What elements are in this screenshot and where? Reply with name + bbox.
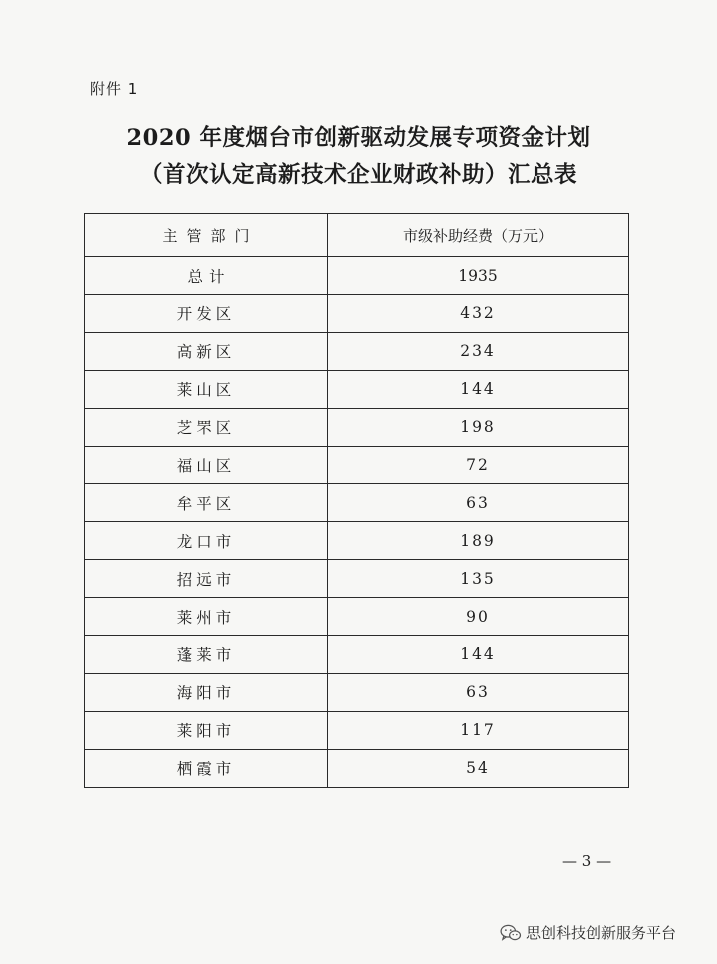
table-row [85, 711, 629, 749]
total-row [85, 257, 629, 295]
region-name: 高新区 [85, 332, 328, 370]
subsidy-amount: 54 [328, 749, 629, 787]
region-name: 海阳市 [85, 673, 328, 711]
page-number: — 3 — [562, 852, 612, 870]
table-row [85, 408, 629, 446]
table-row [85, 522, 629, 560]
subsidy-amount: 234 [328, 332, 629, 370]
watermark [500, 922, 676, 943]
subsidy-amount: 117 [328, 711, 629, 749]
table-row [85, 636, 629, 674]
document-title-line-1: 2020 年度烟台市创新驱动发展专项资金计划 [126, 125, 591, 151]
region-name: 栖霞市 [85, 749, 328, 787]
region-name: 芝罘区 [85, 408, 328, 446]
table-row [85, 560, 629, 598]
region-name: 莱阳市 [85, 711, 328, 749]
region-name: 龙口市 [85, 522, 328, 560]
table-row [85, 598, 629, 636]
table-row [85, 446, 629, 484]
wechat-icon [500, 924, 522, 942]
subsidy-amount: 135 [328, 560, 629, 598]
region-name: 莱山区 [85, 370, 328, 408]
attachment-label: 附件 1 [90, 80, 139, 98]
table-row [85, 370, 629, 408]
subsidy-amount: 198 [328, 408, 629, 446]
summary-table [84, 213, 629, 788]
subsidy-amount: 144 [328, 636, 629, 674]
table-header-row [85, 214, 629, 257]
table-row [85, 673, 629, 711]
total-value: 1935 [328, 257, 629, 295]
subsidy-amount: 63 [328, 484, 629, 522]
region-name: 开发区 [85, 295, 328, 333]
region-name: 招远市 [85, 560, 328, 598]
total-label: 总计 [85, 257, 328, 295]
header-subsidy: 市级补助经费（万元） [328, 214, 629, 257]
header-department: 主管部门 [85, 214, 328, 257]
subsidy-amount: 189 [328, 522, 629, 560]
table-row [85, 295, 629, 333]
subsidy-amount: 144 [328, 370, 629, 408]
subsidy-amount: 63 [328, 673, 629, 711]
table-row [85, 332, 629, 370]
subsidy-amount: 432 [328, 295, 629, 333]
region-name: 莱州市 [85, 598, 328, 636]
document-title-line-2: （首次认定高新技术企业财政补助）汇总表 [139, 162, 577, 188]
region-name: 牟平区 [85, 484, 328, 522]
table-row [85, 484, 629, 522]
subsidy-amount: 72 [328, 446, 629, 484]
region-name: 福山区 [85, 446, 328, 484]
table-row [85, 749, 629, 787]
subsidy-amount: 90 [328, 598, 629, 636]
watermark-text: 思创科技创新服务平台 [526, 924, 677, 942]
region-name: 蓬莱市 [85, 636, 328, 674]
